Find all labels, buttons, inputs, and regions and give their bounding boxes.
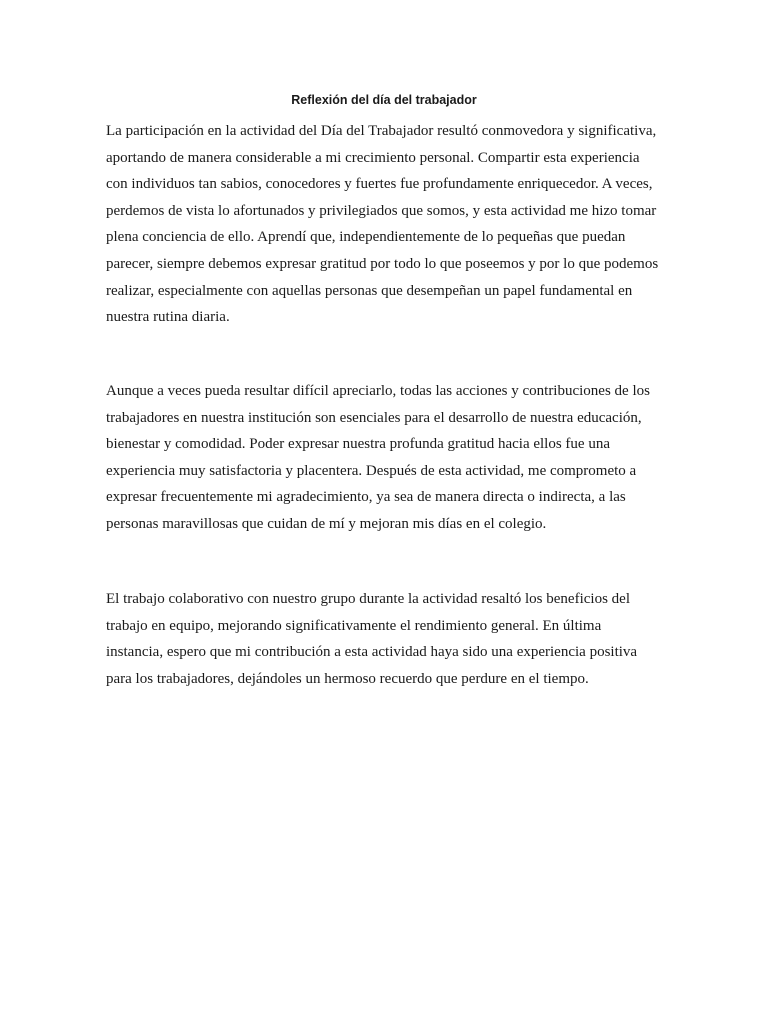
paragraph-line: trabajadores en nuestra institución son esenciales para el desarrollo de nuestra educación, bbox=[106, 409, 642, 426]
paragraph-line: experiencia muy satisfactoria y placentera. Después de esta actividad, me comprometo a bbox=[106, 462, 637, 479]
document-title: Reflexión del día del trabajador bbox=[291, 93, 477, 107]
paragraph-line: perdemos de vista lo afortunados y privilegiados que somos, y esta actividad me hizo tomar bbox=[106, 202, 657, 219]
paragraph-3 bbox=[106, 586, 666, 692]
paragraph-line: para los trabajadores, dejándoles un hermoso recuerdo que perdure en el tiempo. bbox=[106, 670, 589, 687]
paragraph-line: plena conciencia de ello. Aprendí que, independientemente de lo pequeñas que puedan bbox=[106, 229, 626, 246]
paragraph-line: parecer, siempre debemos expresar gratitud por todo lo que poseemos y por lo que podemos bbox=[106, 255, 659, 272]
paragraph-line: trabajo en equipo, mejorando significativamente el rendimiento general. En última bbox=[106, 617, 602, 634]
paragraph-line: aportando de manera considerable a mi crecimiento personal. Compartir esta experiencia bbox=[106, 149, 640, 166]
paragraph-line: La participación en la actividad del Día del Trabajador resultó conmovedora y significativa, bbox=[106, 123, 657, 139]
paragraph-line: realizar, especialmente con aquellas personas que desempeñan un papel fundamental en bbox=[106, 282, 633, 299]
paragraph-line: bienestar y comodidad. Poder expresar nuestra profunda gratitud hacia ellos fue una bbox=[106, 436, 610, 453]
paragraph-2 bbox=[106, 378, 666, 538]
paragraph-line: instancia, espero que mi contribución a esta actividad haya sido una experiencia positiva bbox=[106, 644, 638, 661]
paragraph-1 bbox=[106, 118, 666, 331]
paragraph-line: personas maravillosas que cuidan de mí y mejoran mis días en el colegio. bbox=[106, 515, 547, 532]
paragraph-line: con individuos tan sabios, conocedores y fuertes fue profundamente enriquecedor. A veces, bbox=[106, 176, 653, 193]
paragraph-line: Aunque a veces pueda resultar difícil apreciarlo, todas las acciones y contribuciones de los bbox=[106, 383, 650, 399]
paragraph-line: nuestra rutina diaria. bbox=[106, 309, 230, 326]
paragraph-line: expresar frecuentemente mi agradecimiento, ya sea de manera directa o indirecta, a las bbox=[106, 489, 626, 506]
paragraph-line: El trabajo colaborativo con nuestro grupo durante la actividad resaltó los beneficios del bbox=[106, 591, 630, 607]
